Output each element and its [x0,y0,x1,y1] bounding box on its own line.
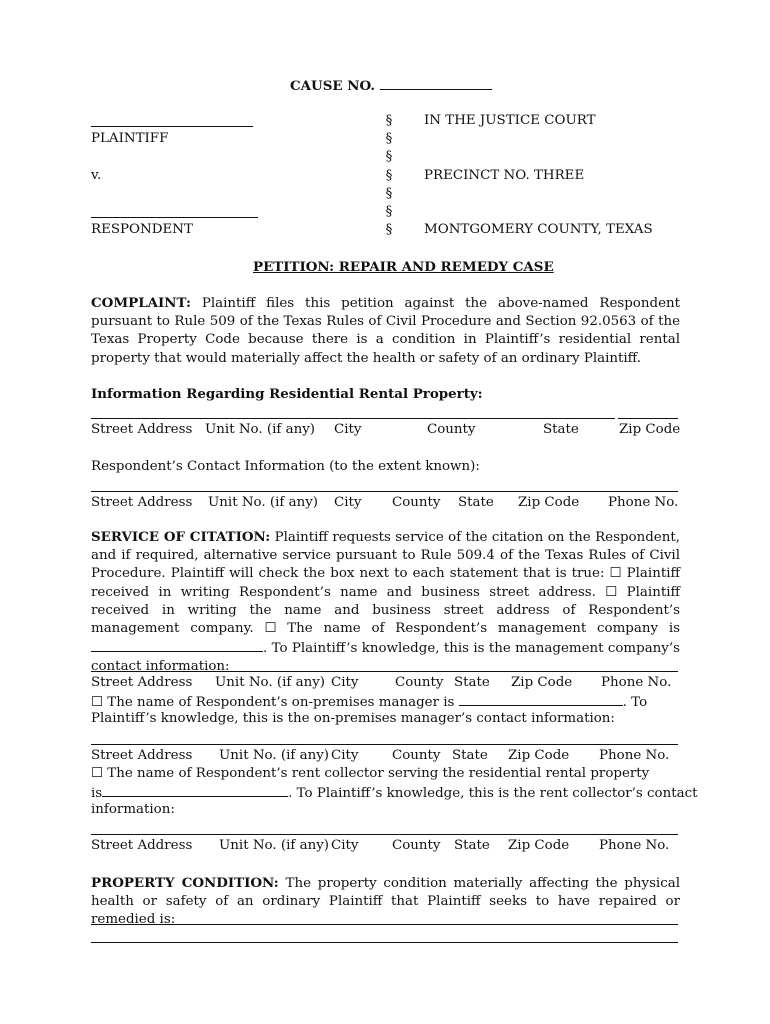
complaint-text: Plaintiff files this petition against the above-named Respondent pursuant to Rule 509 of the Texas Rules of Civil Procedure and Section 92.0563 of the Texas Property Code because there is a condition in Plaintiff’s residential rental property that would materially affect the health or safety of an ordinary Plaintiff. [91,296,680,366]
section-mark: § [385,149,393,164]
manager-contact-labels: Street Address Unit No. (if any) City County State Zip Code Phone No. [91,748,670,763]
versus-label: v. [91,168,102,183]
rent-collector-line: is . To Plaintiff’s knowledge, this is the rent collector’s contact [91,783,697,803]
section-mark: § [385,113,393,128]
property-address-labels: Street Address Unit No. (if any) City County State Zip Code [91,422,681,437]
property-address-line[interactable] [91,418,615,419]
plaintiff-name-line[interactable] [91,126,253,127]
complaint-paragraph [91,294,680,368]
section-mark: § [385,222,393,237]
property-condition-paragraph: PROPERTY CONDITION: The property condition materially affecting the physical health or safety of an ordinary Plaintiff that Plaintiff seeks to have repaired or remedied is: [91,875,680,928]
rent-collector-text: ☐ The name of Respondent’s rent collector serving the residential rental property [91,766,650,781]
management-contact-line[interactable] [91,671,678,672]
on-premises-manager-line: ☐ The name of Respondent’s on-premises manager is . To [91,692,647,712]
rent-collector-contact-line[interactable] [91,834,678,835]
property-condition-line-2[interactable] [91,942,678,943]
section-mark: § [385,168,393,183]
rent-collector-info-label: information: [91,802,175,817]
county: MONTGOMERY COUNTY, TEXAS [424,222,653,237]
plaintiff-label: PLAINTIFF [91,131,169,146]
petition-title: PETITION: REPAIR AND REMEDY CASE [253,259,554,275]
manager-name-blank[interactable] [459,692,623,706]
cause-number: CAUSE NO. [290,76,492,95]
property-info-heading: Information Regarding Residential Rental Property: [91,386,483,402]
management-company-blank[interactable] [91,638,263,652]
respondent-label: RESPONDENT [91,222,193,237]
rent-collector-contact-labels: Street Address Unit No. (if any) City County State Zip Code Phone No. [91,838,670,853]
respondent-contact-labels: Street Address Unit No. (if any) City County State Zip Code Phone No. [91,495,679,510]
management-contact-labels: Street Address Unit No. (if any) City County State Zip Code Phone No. [91,675,672,690]
rent-collector-blank[interactable] [102,783,288,797]
section-mark: § [385,186,393,201]
section-mark: § [385,131,393,146]
complaint-label: COMPLAINT: [91,295,191,311]
court-name: IN THE JUSTICE COURT [424,113,596,128]
section-mark: § [385,204,393,219]
service-paragraph: SERVICE OF CITATION: Plaintiff requests service of the citation on the Respondent, and if required, alternative service pursuant to Rule 509.4 of the Texas Rules of Civil Procedure. Plaintiff will check the box next to each statement that is true: ☐ Plaintiff received in writing Respondent’s name and business street address. ☐ Plaintiff received in writing the name and business street address of Respondent’s management company. ☐ The name of Respondent’s management company is . To Plaintiff’s knowledge, this is the management company’s contact information: [91,529,680,675]
manager-knowledge-text: Plaintiff’s knowledge, this is the on-premises manager’s contact information: [91,711,615,726]
manager-contact-line[interactable] [91,744,678,745]
precinct: PRECINCT NO. THREE [424,168,585,183]
cause-number-blank[interactable] [380,76,492,90]
respondent-contact-heading: Respondent’s Contact Information (to the extent known): [91,459,480,474]
property-zip-line[interactable] [618,418,678,419]
property-condition-line-1[interactable] [91,924,678,925]
property-condition-label: PROPERTY CONDITION: [91,875,279,891]
service-label: SERVICE OF CITATION: [91,529,271,545]
respondent-name-line[interactable] [91,217,258,218]
respondent-contact-line[interactable] [91,491,678,492]
